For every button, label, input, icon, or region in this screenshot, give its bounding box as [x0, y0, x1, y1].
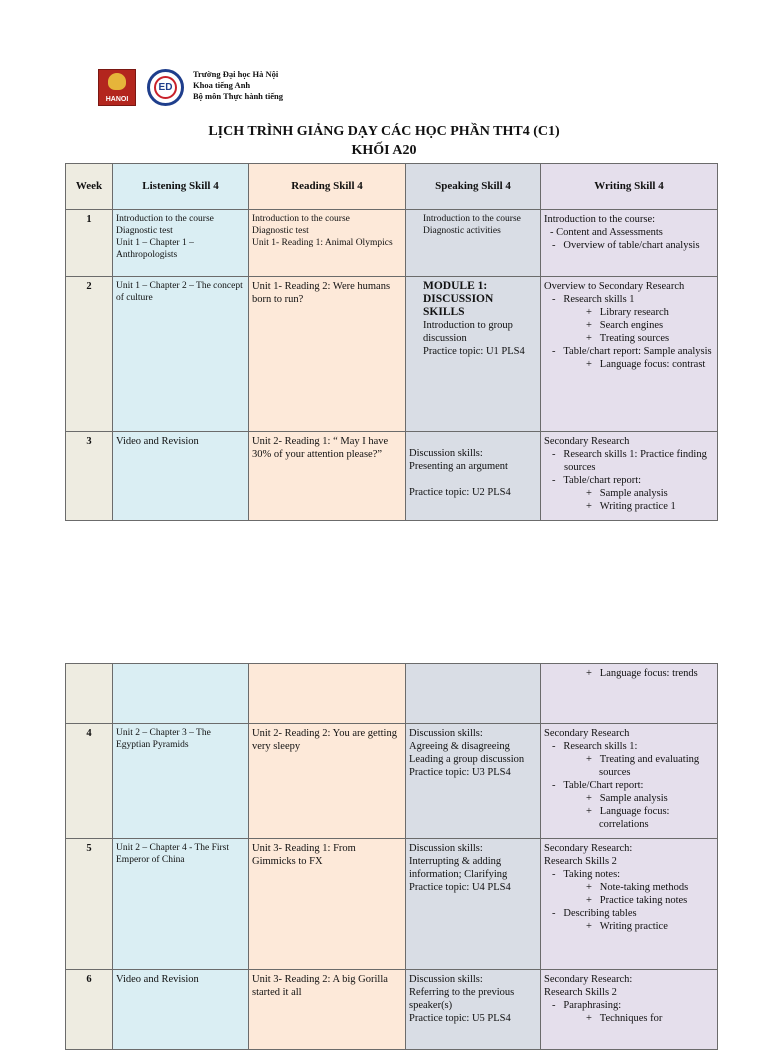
page-title: LỊCH TRÌNH GIẢNG DẠY CÁC HỌC PHẦN THT4 (C1) [208, 124, 560, 139]
speaking-cell [406, 277, 541, 432]
bullet-text: Writing practice 1 [599, 501, 676, 512]
column-header-listening: Listening Skill 4 [113, 164, 249, 210]
listening-cell [113, 432, 249, 521]
cell-line: Secondary Research: [544, 843, 633, 854]
plus-marker: + [586, 806, 592, 817]
sub-bullet-item [544, 894, 714, 907]
speaking-cell [406, 664, 541, 724]
week-cell: 1 [66, 210, 113, 277]
bullet-item [544, 779, 714, 792]
writing-cell [541, 210, 718, 277]
speaking-cell [406, 970, 541, 1050]
institution-line: Khoa tiếng Anh [193, 80, 251, 90]
cell-line: Introduction to group discussion [423, 320, 513, 344]
table-row [66, 210, 718, 277]
column-header-speaking: Speaking Skill 4 [406, 164, 541, 210]
cell-line: Unit 3- Reading 1: From Gimmicks to FX [252, 843, 356, 867]
plus-marker: + [586, 668, 592, 679]
sub-bullet-item [544, 920, 714, 933]
cell-line: Unit 3- Reading 2: A big Gorilla started it all [252, 974, 388, 998]
week-cell: 6 [66, 970, 113, 1050]
faculty-logo-mark: ED [154, 76, 177, 99]
cell-line: Discussion skills: [409, 843, 483, 854]
plus-marker: + [586, 1013, 592, 1024]
bullet-text: Overview of table/chart analysis [563, 240, 700, 251]
listening-cell [113, 724, 249, 839]
table-row [66, 724, 718, 839]
page-subtitle: KHỐI A20 [351, 143, 417, 158]
bullet-text: Sample analysis [599, 488, 668, 499]
sub-bullet-item [544, 1012, 714, 1025]
cell-line: Referring to the previous speaker(s) [409, 987, 515, 1011]
plus-marker: + [586, 921, 592, 932]
institution-block [193, 69, 283, 102]
sub-bullet-item [544, 881, 714, 894]
header-row [66, 164, 718, 210]
cell-line: Unit 1- Reading 2: Were humans born to run? [252, 281, 391, 305]
bullet-text: Research skills 1 [563, 294, 635, 305]
reading-cell [249, 277, 406, 432]
column-header-week: Week [66, 164, 113, 210]
institution-line: Bộ môn Thực hành tiếng [193, 91, 283, 101]
dash-marker: - [552, 1000, 556, 1011]
bullet-text: Table/Chart report: [563, 780, 644, 791]
bullet-item [544, 239, 714, 252]
crest-icon [108, 73, 126, 90]
plus-marker: + [586, 895, 592, 906]
cell-line: Introduction to the course [423, 214, 521, 224]
cell-line: Introduction to the course [252, 214, 350, 224]
module-heading: MODULE 1: DISCUSSION SKILLS [423, 280, 494, 318]
plus-marker: + [586, 882, 592, 893]
logo-text: HANOI [105, 96, 129, 103]
column-header-reading: Reading Skill 4 [249, 164, 406, 210]
cell-line: Agreeing & disagreeing [409, 741, 510, 752]
cell-line: Secondary Research [544, 436, 630, 447]
bullet-text: Treating and evaluating sources [599, 754, 700, 778]
writing-cell [541, 724, 718, 839]
writing-cell [541, 970, 718, 1050]
bullet-text: Writing practice [599, 921, 668, 932]
reading-cell [249, 664, 406, 724]
writing-cell [541, 839, 718, 970]
dash-marker: - [552, 240, 556, 251]
week-cell: 3 [66, 432, 113, 521]
sub-bullet-item [544, 792, 714, 805]
week-cell: 4 [66, 724, 113, 839]
cell-line: Practice topic: U3 PLS4 [409, 767, 511, 778]
cell-line: Secondary Research [544, 728, 630, 739]
dash-marker: - [552, 475, 556, 486]
sub-bullet-item [544, 667, 714, 680]
dash-marker: - [552, 908, 556, 919]
cell-line: - Content and Assessments [550, 227, 663, 238]
bullet-text: Describing tables [563, 908, 637, 919]
cell-line: Unit 1 – Chapter 1 – Anthropologists [116, 238, 194, 260]
institution-line: Trường Đại học Hà Nội [193, 69, 279, 79]
sub-bullet-item [544, 500, 714, 513]
plus-marker: + [586, 793, 592, 804]
bullet-text: Practice taking notes [599, 895, 688, 906]
speaking-cell [406, 724, 541, 839]
listening-cell [113, 839, 249, 970]
bullet-text: Table/chart report: [563, 475, 642, 486]
plus-marker: + [586, 307, 592, 318]
bullet-text: Note-taking methods [599, 882, 689, 893]
bullet-item [544, 740, 714, 753]
sub-bullet-item [544, 487, 714, 500]
speaking-cell [406, 432, 541, 521]
bullet-item [544, 474, 714, 487]
cell-line: Research Skills 2 [544, 856, 617, 867]
cell-line: Video and Revision [116, 974, 199, 985]
writing-cell [541, 277, 718, 432]
cell-line: Overview to Secondary Research [544, 281, 685, 292]
bullet-text: Taking notes: [563, 869, 621, 880]
plus-marker: + [586, 488, 592, 499]
bullet-item [544, 907, 714, 920]
reading-cell [249, 839, 406, 970]
cell-line: Unit 2- Reading 1: “ May I have 30% of your attention please?” [252, 436, 389, 460]
dash-marker: - [552, 780, 556, 791]
speaking-cell [406, 210, 541, 277]
cell-line: Presenting an argument [409, 461, 508, 472]
bullet-text: Techniques for [599, 1013, 663, 1024]
cell-line: Diagnostic test [252, 226, 309, 236]
cell-line: Discussion skills: [409, 974, 483, 985]
cell-line: Practice topic: U2 PLS4 [409, 487, 511, 498]
bullet-text: Table/chart report: Sample analysis [563, 346, 712, 357]
schedule-table [65, 163, 718, 521]
bullet-text: Paraphrasing: [563, 1000, 622, 1011]
bullet-item [544, 868, 714, 881]
writing-cell [541, 664, 718, 724]
week-cell: 5 [66, 839, 113, 970]
sub-bullet-item [544, 753, 714, 779]
column-header-writing: Writing Skill 4 [541, 164, 718, 210]
table-row [66, 970, 718, 1050]
reading-cell [249, 210, 406, 277]
cell-line: Unit 1 – Chapter 2 – The concept of culture [116, 281, 243, 303]
university-logo [98, 69, 136, 106]
sub-bullet-item [544, 319, 714, 332]
cell-line: Discussion skills: [409, 728, 483, 739]
faculty-logo [147, 69, 184, 106]
sub-bullet-item [544, 332, 714, 345]
cell-line: Diagnostic test [116, 226, 173, 236]
listening-cell [113, 664, 249, 724]
listening-cell [113, 277, 249, 432]
listening-cell [113, 970, 249, 1050]
bullet-text: Library research [599, 307, 669, 318]
week-cell [66, 664, 113, 724]
plus-marker: + [586, 501, 592, 512]
bullet-text: Research skills 1: Practice finding sources [563, 449, 707, 473]
week-cell: 2 [66, 277, 113, 432]
speaking-cell [406, 839, 541, 970]
cell-line: Research Skills 2 [544, 987, 617, 998]
sub-bullet-item [544, 805, 714, 831]
bullet-text: Language focus: contrast [599, 359, 706, 370]
plus-marker: + [586, 359, 592, 370]
cell-line: Practice topic: U5 PLS4 [409, 1013, 511, 1024]
bullet-item [544, 448, 714, 474]
bullet-item [544, 345, 714, 358]
bullet-text: Language focus: correlations [599, 806, 670, 830]
bullet-text: Search engines [599, 320, 664, 331]
plus-marker: + [586, 333, 592, 344]
reading-cell [249, 970, 406, 1050]
cell-line: Practice topic: U4 PLS4 [409, 882, 511, 893]
cell-line: Unit 1- Reading 1: Animal Olympics [252, 238, 393, 248]
dash-marker: - [552, 869, 556, 880]
schedule-table-continued [65, 663, 718, 1050]
sub-bullet-item [544, 306, 714, 319]
cell-line: Unit 2 – Chapter 4 - The First Emperor of China [116, 843, 230, 865]
table-row [66, 664, 718, 724]
listening-cell [113, 210, 249, 277]
cell-line: Diagnostic activities [423, 226, 501, 236]
cell-line: Video and Revision [116, 436, 199, 447]
table-row [66, 277, 718, 432]
cell-line: Unit 2 – Chapter 3 – The Egyptian Pyramids [116, 728, 211, 750]
bullet-text: Research skills 1: [563, 741, 638, 752]
cell-line: Practice topic: U1 PLS4 [423, 346, 525, 357]
sub-bullet-item [544, 358, 714, 371]
cell-line: Unit 2- Reading 2: You are getting very sleepy [252, 728, 397, 752]
dash-marker: - [552, 346, 556, 357]
cell-line: Introduction to the course: [544, 214, 656, 225]
cell-line: Leading a group discussion [409, 754, 525, 765]
plus-marker: + [586, 754, 592, 765]
cell-line: Secondary Research: [544, 974, 633, 985]
bullet-item [544, 293, 714, 306]
bullet-text: Language focus: trends [599, 668, 698, 679]
cell-line: Discussion skills: [409, 448, 483, 459]
dash-marker: - [552, 294, 556, 305]
reading-cell [249, 724, 406, 839]
bullet-text: Treating sources [599, 333, 670, 344]
writing-cell [541, 432, 718, 521]
reading-cell [249, 432, 406, 521]
dash-marker: - [552, 449, 556, 460]
table-row [66, 432, 718, 521]
dash-marker: - [552, 741, 556, 752]
bullet-text: Sample analysis [599, 793, 668, 804]
cell-line: Interrupting & adding information; Clarifying [409, 856, 508, 880]
cell-line: Introduction to the course [116, 214, 214, 224]
table-row [66, 839, 718, 970]
plus-marker: + [586, 320, 592, 331]
bullet-item [544, 999, 714, 1012]
